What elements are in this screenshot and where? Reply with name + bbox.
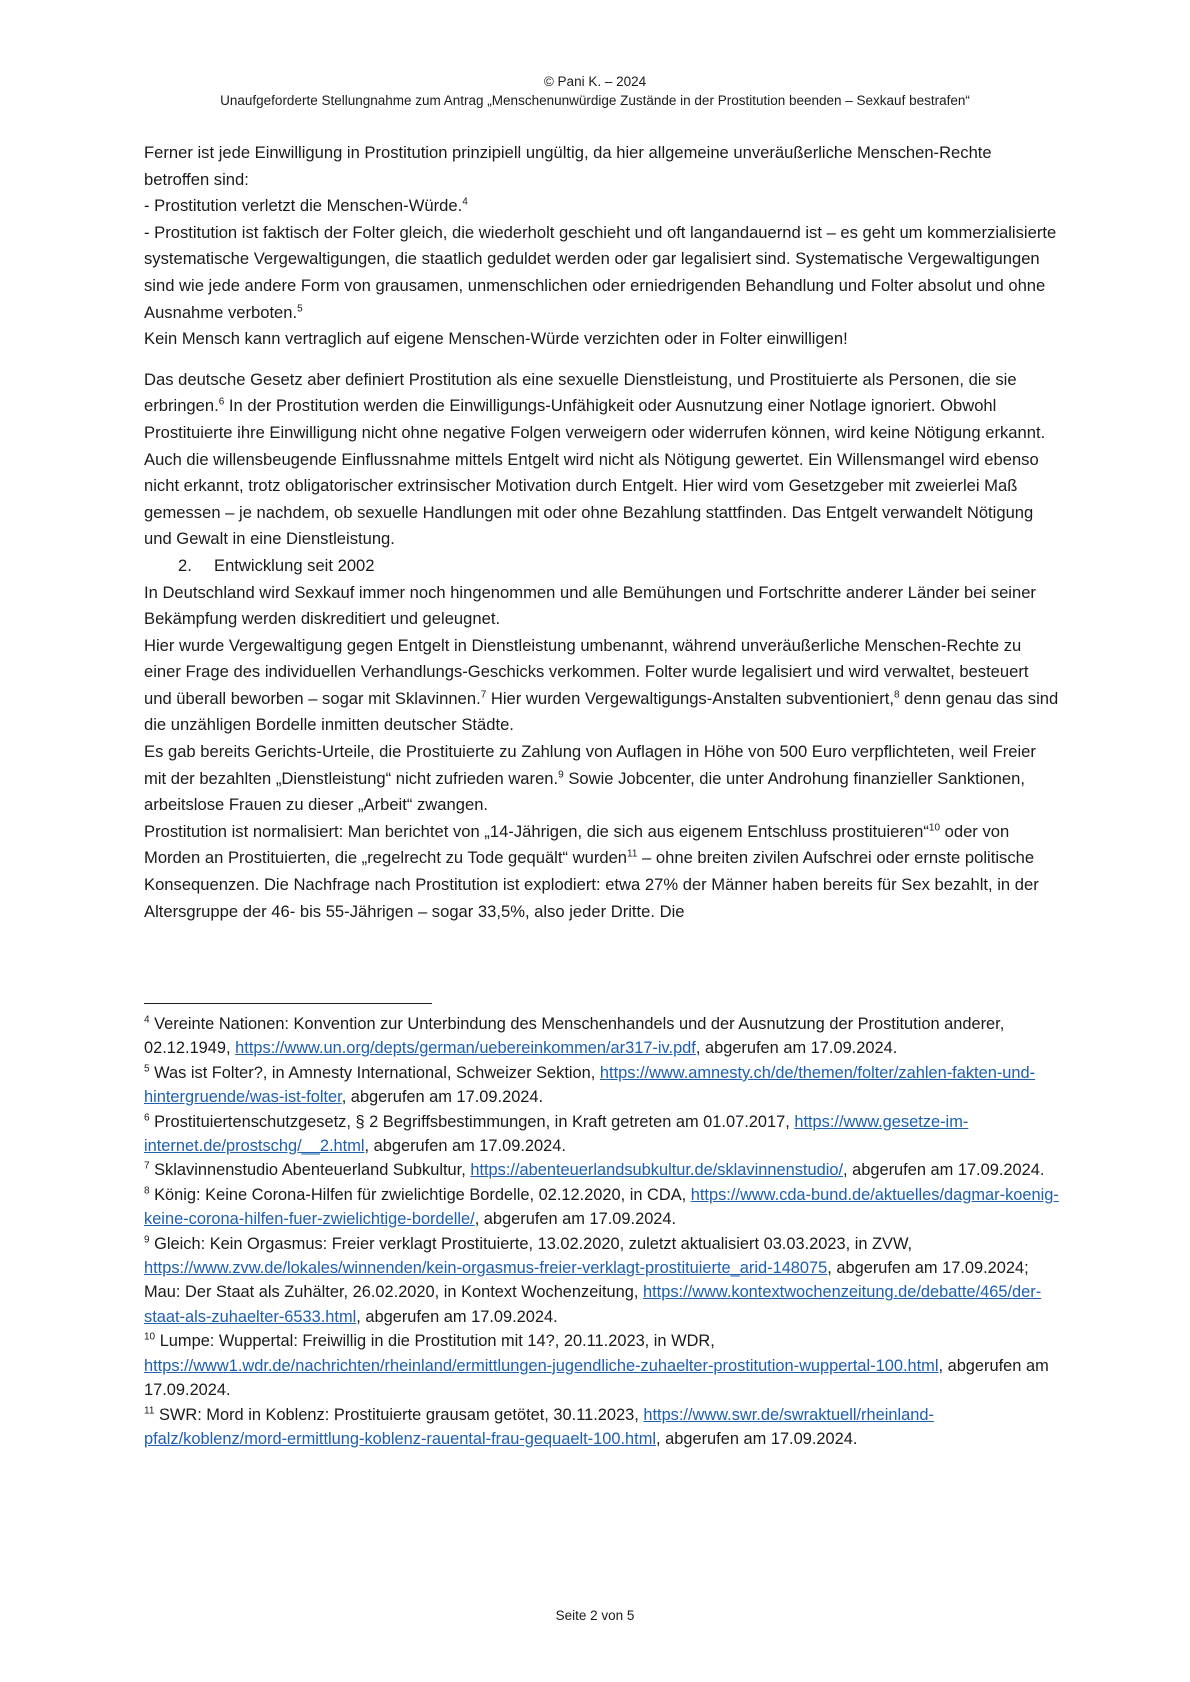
- footnote-ref-6[interactable]: 6: [218, 396, 225, 408]
- paragraph-2: - Prostitution verletzt die Menschen-Würde.$^4$: [144, 196, 468, 216]
- footnote-ref-9[interactable]: 9: [558, 769, 564, 781]
- footnote-11: $^{11}$ SWR: Mord in Koblenz: Prostituierte grausam getötet, 30.11.2023, https://www.swr.de/swraktuell/rheinland-pfalz/koblenz/mord-ermittlung-koblenz-rauental-frau-gequaelt-100.html, abgerufen am 17.09.2024.: [144, 1405, 934, 1448]
- footnote-8: $^8$ König: Keine Corona-Hilfen für zwielichtige Bordelle, 02.12.2020, in CDA, https://www.cda-bund.de/aktuelles/dagmar-koenig-keine-corona-hilfen-fuer-zwielichtige-bordelle/, abgerufen am 17.09.2024.: [144, 1185, 1059, 1229]
- footnote-link[interactable]: https://abenteuerlandsubkultur.de/sklavinnenstudio/: [470, 1161, 844, 1180]
- page-header: [0, 72, 1190, 110]
- footnote-5: $^5$ Was ist Folter?, in Amnesty International, Schweizer Sektion, https://www.amnesty.ch/de/themen/folter/zahlen-fakten-und-hintergruende/was-ist-folter, abgerufen am 17.09.2024.: [144, 1063, 1036, 1107]
- footnote-4: $^4$ Vereinte Nationen: Konvention zur Unterbindung des Menschenhandels und der Ausnutzung der Prostitution anderer, 02.12.1949, https://www.un.org/depts/german/uebereinkommen/ar317-iv.pdf, abgerufen am 17.09.2024.: [144, 1014, 1005, 1058]
- footnotes: [144, 1012, 1059, 1451]
- section-number: 2.: [178, 555, 192, 575]
- footnote-link[interactable]: https://www.un.org/depts/german/uebereinkommen/ar317-iv.pdf: [235, 1039, 696, 1058]
- footnote-7: $^7$ Sklavinnenstudio Abenteuerland Subkultur, https://abenteuerlandsubkultur.de/sklavinnenstudio/, abgerufen am 17.09.2024.: [144, 1160, 1045, 1180]
- footnote-separator: [144, 1003, 432, 1004]
- footnote-6: $^6$ Prostituiertenschutzgesetz, § 2 Begriffsbestimmungen, in Kraft getreten am 01.07.2017, https://www.gesetze-im-internet.de/prostschg/__2.html, abgerufen am 17.09.2024.: [144, 1112, 969, 1156]
- footnote-ref-11[interactable]: 11: [627, 848, 638, 860]
- footnote-ref-8[interactable]: 8: [893, 689, 900, 701]
- paragraph-5: Das deutsche Gesetz aber definiert Prostitution als eine sexuelle Dienstleistung, und Prostituierte als Personen, die sie erbringen.$^6$ In der Prostitution werden die Einwilligungs-Unfähigkeit oder Ausnutzung einer Notlage ignoriert. Obwohl Prostituierte ihre Einwilligung nicht ohne negative Folgen verweigern oder widerrufen können, wird keine Nötigung erkannt. Auch die willensbeugende Einflussnahme mittels Entgelt wird nicht als Nötigung gewertet. Ein Willensmangel wird ebenso nicht erkannt, trotz obligatorischer extrinsischer Motivation durch Entgelt. Hier wird vom Gesetzgeber mit zweierlei Maß gemessen – je nachdem, ob sexuelle Handlungen mit oder ohne Bezahlung stattfinden. Das Entgelt verwandelt Nötigung und Gewalt in eine Dienstleistung.: [144, 369, 1046, 549]
- footnote-ref-5[interactable]: 5: [297, 303, 303, 315]
- main-text: [144, 140, 1059, 925]
- footnote-ref-10[interactable]: 10: [928, 822, 941, 834]
- paragraph-3: - Prostitution ist faktisch der Folter gleich, die wiederholt geschieht und oft langandauernd ist – es geht um kommerzialisierte systematische Vergewaltigungen, die staatlich geduldet werden oder gar legalisiert sind. Systematische Vergewaltigungen sind wie jede andere Form von grausamen, unmenschlichen oder erniedrigenden Behandlung und Folter absolut und ohne Ausnahme verboten.$^5$: [144, 222, 1057, 322]
- paragraph-8: Es gab bereits Gerichts-Urteile, die Prostituierte zu Zahlung von Auflagen in Höhe von 500 Euro verpflichteten, weil Freier mit der bezahlten „Dienstleistung“ nicht zufrieden waren.$^9$ Sowie Jobcenter, die unter Androhung finanzieller Sanktionen, arbeitslose Frauen zu dieser „Arbeit“ zwangen.: [144, 742, 1036, 815]
- footnote-10: $^{10}$ Lumpe: Wuppertal: Freiwillig in die Prostitution mit 14?, 20.11.2023, in WDR, https://www1.wdr.de/nachrichten/rheinland/ermittlungen-jugendliche-zuhaelter-prostitution-wuppertal-100.html, abgerufen am 17.09.2024.: [144, 1331, 1049, 1400]
- paragraph-1: Ferner ist jede Einwilligung in Prostitution prinzipiell ungültig, da hier allgemeine unveräußerliche Menschen-Rechte betroffen sind:: [144, 143, 992, 189]
- copyright-line: © Pani K. – 2024: [543, 74, 647, 89]
- footnote-link[interactable]: https://www.kontextwochenzeitung.de/debatte/465/der-staat-als-zuhaelter-6533.html: [144, 1283, 1042, 1326]
- footnote-ref-7[interactable]: 7: [480, 689, 487, 701]
- footnote-link[interactable]: https://www1.wdr.de/nachrichten/rheinland/ermittlungen-jugendliche-zuhaelter-prostitution-wuppertal-100.html: [144, 1356, 939, 1375]
- footnote-ref-4[interactable]: 4: [462, 196, 468, 208]
- footnote-link[interactable]: https://www.amnesty.ch/de/themen/folter/zahlen-fakten-und-hintergruende/was-ist-folter: [144, 1063, 1036, 1107]
- footnote-link[interactable]: https://www.gesetze-im-internet.de/prostschg/__2.html: [144, 1112, 969, 1156]
- section-heading: [144, 553, 1059, 580]
- footnote-link[interactable]: https://www.zvw.de/lokales/winnenden/kein-orgasmus-freier-verklagt-prostituierte_arid-148075: [144, 1259, 828, 1278]
- paragraph-6: In Deutschland wird Sexkauf immer noch hingenommen und alle Bemühungen und Fortschritte anderer Länder bei seiner Bekämpfung werden diskreditiert und geleugnet.: [144, 582, 1036, 629]
- document-title: Unaufgeforderte Stellungnahme zum Antrag „Menschenunwürdige Zustände in der Prostitution beenden – Sexkauf bestrafen“: [220, 93, 970, 108]
- paragraph-7: Hier wurde Vergewaltigung gegen Entgelt in Dienstleistung umbenannt, während unveräußerliche Menschen-Rechte zu einer Frage des individuellen Verhandlungs-Geschicks verkommen. Folter wurde legalisiert und wird verwaltet, besteuert und überall beworben – sogar mit Sklavinnen.$^7$ Hier wurden Vergewaltigungs-Anstalten subventioniert,$^8$ denn genau das sind die unzähligen Bordelle inmitten deutscher Städte.: [144, 635, 1059, 735]
- footnote-link[interactable]: https://www.cda-bund.de/aktuelles/dagmar-koenig-keine-corona-hilfen-fuer-zwielichtige-bordelle/: [144, 1185, 1059, 1229]
- footnote-9: $^9$ Gleich: Kein Orgasmus: Freier verklagt Prostituierte, 13.02.2020, zuletzt aktualisiert 03.03.2023, in ZVW, https://www.zvw.de/lokales/winnenden/kein-orgasmus-freier-verklagt-prostituierte_arid-148075, abgerufen am 17.09.2024; Mau: Der Staat als Zuhälter, 26.02.2020, in Kontext Wochenzeitung, https://www.kontextwochenzeitung.de/debatte/465/der-staat-als-zuhaelter-6533.html, abgerufen am 17.09.2024.: [144, 1234, 1042, 1326]
- footnote-link[interactable]: https://www.swr.de/swraktuell/rheinland-pfalz/koblenz/mord-ermittlung-koblenz-rauental-frau-gequaelt-100.html: [144, 1405, 934, 1448]
- section-title: Entwicklung seit 2002: [214, 555, 375, 575]
- page-number: Seite 2 von 5: [555, 1608, 635, 1623]
- paragraph-9: Prostitution ist normalisiert: Man berichtet von „14-Jährigen, die sich aus eigenem Entschluss prostituieren“$^{10}$ oder von Morden an Prostituierten, die „regelrecht zu Tode gequält“ wurden$^{11}$ – ohne breiten zivilen Aufschrei oder ernste politische Konsequenzen. Die Nachfrage nach Prostitution ist explodiert: etwa 27% der Männer haben bereits für Sex bezahlt, in der Altersgruppe der 46- bis 55-Jährigen – sogar 33,5%, also jeder Dritte. Die: [144, 821, 1039, 921]
- paragraph-4: Kein Mensch kann vertraglich auf eigene Menschen-Würde verzichten oder in Folter einwilligen!: [144, 329, 848, 349]
